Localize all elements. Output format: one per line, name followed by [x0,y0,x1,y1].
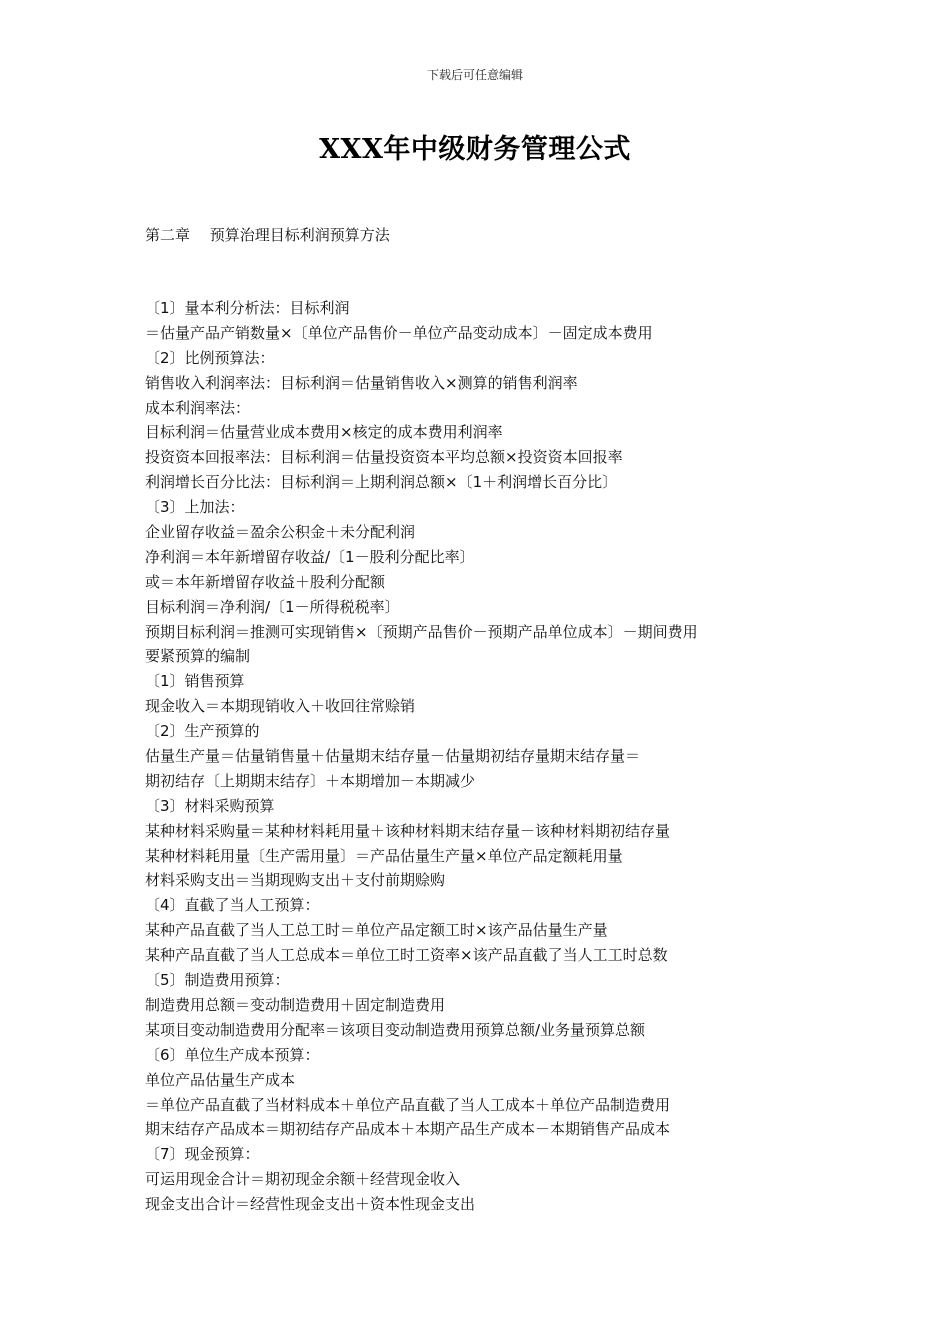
text-line: 要紧预算的编制 [145,647,251,666]
text-line: 或＝本年新增留存收益＋股利分配额 [145,572,386,591]
text-line: 现金支出合计＝经营性现金支出＋资本性现金支出 [145,1195,476,1214]
text-line: 期末结存产品成本＝期初结存产品成本＋本期产品生产成本－本期销售产品成本 [145,1120,671,1139]
text-line: 某项目变动制造费用分配率＝该项目变动制造费用预算总额/业务量预算总额 [145,1020,646,1039]
document-body [145,296,885,1217]
text-line: 成本利润率法： [145,398,251,417]
text-line: ＝单位产品直截了当材料成本＋单位产品直截了当人工成本＋单位产品制造费用 [145,1095,671,1114]
text-line: 〔5〕制造费用预算： [145,971,290,990]
text-line: 某种产品直截了当人工总工时＝单位产品定额工时×该产品估量生产量 [145,921,608,940]
text-line: 〔1〕销售预算 [145,672,245,691]
text-line: 〔1〕量本利分析法：目标利润 [145,299,350,317]
text-line: 现金收入＝本期现销收入＋收回往常赊销 [145,697,416,716]
text-line: 〔3〕上加法： [145,498,245,517]
text-line: ＝估量产品产销数量×〔单位产品售价－单位产品变动成本〕－固定成本费用 [145,323,653,342]
text-line: 〔6〕单位生产成本预算： [145,1045,320,1064]
text-line: 净利润＝本年新增留存收益/〔1－股利分配比率〕 [145,547,475,566]
text-line: 利润增长百分比法：目标利润＝上期利润总额×〔1＋利润增长百分比〕 [145,473,618,492]
text-line: 企业留存收益＝盈余公积金＋未分配利润 [145,523,416,542]
text-line: 制造费用总额＝变动制造费用＋固定制造费用 [145,995,446,1014]
text-line: 目标利润＝净利润/〔1－所得税税率〕 [145,597,400,616]
text-line: 某种材料耗用量〔生产需用量〕＝产品估量生产量×单位产品定额耗用量 [145,846,623,865]
text-line: 〔2〕比例预算法： [145,348,275,367]
text-line: 〔4〕直截了当人工预算： [145,896,320,915]
document-title: XXX年中级财务管理公式 [319,134,631,165]
text-line: 某种材料采购量＝某种材料耗用量＋该种材料期末结存量－该种材料期初结存量 [145,821,671,840]
page-header-note: 下载后可任意编辑 [426,68,523,82]
text-line: 目标利润＝估量营业成本费用×核定的成本费用利润率 [145,423,503,442]
text-line: 〔3〕材料采购预算 [145,796,275,815]
text-line: 销售收入利润率法：目标利润＝估量销售收入×测算的销售利润率 [145,373,578,392]
text-line: 某种产品直截了当人工总成本＝单位工时工资率×该产品直截了当人工工时总数 [145,946,668,965]
text-line: 期初结存〔上期期末结存〕＋本期增加－本期减少 [145,771,476,790]
text-line: 〔7〕现金预算： [145,1145,260,1164]
text-line: 〔2〕生产预算的 [145,722,260,741]
text-line: 估量生产量＝估量销售量＋估量期末结存量－估量期初结存量期末结存量＝ [145,747,641,766]
text-line: 投资资本回报率法：目标利润＝估量投资资本平均总额×投资资本回报率 [145,448,623,467]
chapter-heading: 第二章 预算治理目标利润预算方法 [145,226,390,244]
text-line: 材料采购支出＝当期现购支出＋支付前期赊购 [145,871,446,890]
text-line: 预期目标利润＝推测可实现销售×〔预期产品售价－预期产品单位成本〕－期间费用 [145,622,698,641]
text-line: 可运用现金合计＝期初现金余额＋经营现金收入 [145,1170,461,1189]
text-line: 单位产品估量生产成本 [145,1070,296,1089]
